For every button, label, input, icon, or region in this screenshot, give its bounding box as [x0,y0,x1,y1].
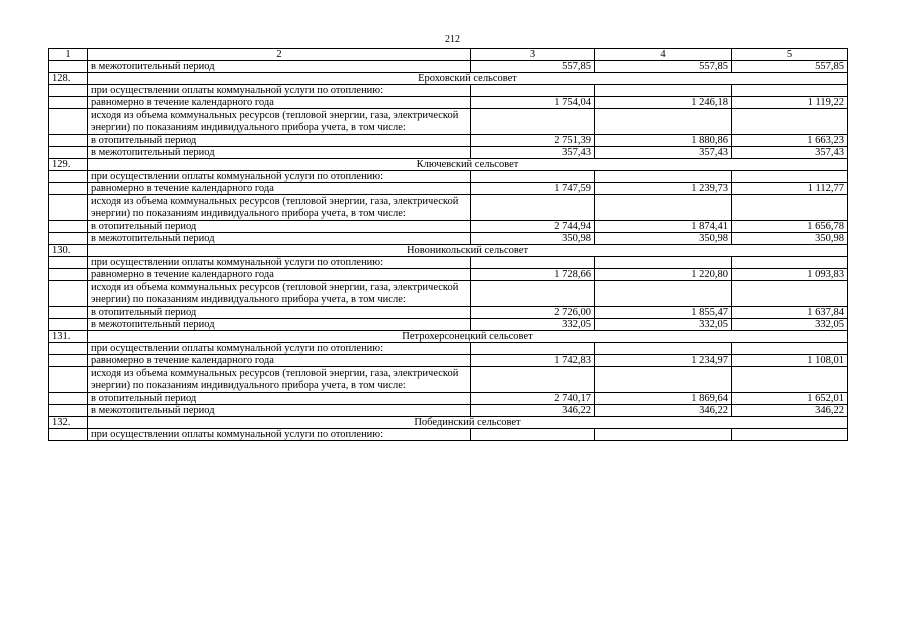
row-number-cell [49,147,88,159]
header-col-5: 5 [732,49,848,61]
value-col-4 [595,257,732,269]
row-number-cell [49,269,88,281]
section-name: Новоникольский сельсовет [88,245,848,257]
section-number: 132. [49,417,88,429]
value-col-4 [595,171,732,183]
value-col-4: 1 220,80 [595,269,732,281]
value-col-3 [471,171,595,183]
value-col-3: 2 751,39 [471,135,595,147]
section-number: 128. [49,73,88,85]
table-row [49,281,848,307]
value-col-3: 1 747,59 [471,183,595,195]
row-number-cell [49,367,88,393]
section-row [49,417,848,429]
value-col-3: 1 728,66 [471,269,595,281]
section-name: Петрохерсонецкий сельсовет [88,331,848,343]
value-col-5: 1 637,84 [732,307,848,319]
row-label: в межотопительный период [88,147,471,159]
row-label: в отопительный период [88,221,471,233]
value-col-5: 1 656,78 [732,221,848,233]
value-col-4: 557,85 [595,61,732,73]
value-col-3 [471,343,595,355]
row-number-cell [49,97,88,109]
value-col-5: 350,98 [732,233,848,245]
header-row [49,49,848,61]
section-name: Ключевский сельсовет [88,159,848,171]
value-col-5: 557,85 [732,61,848,73]
table-body [49,49,848,441]
table-row [49,109,848,135]
section-row [49,159,848,171]
value-col-3: 2 726,00 [471,307,595,319]
value-col-5: 1 663,23 [732,135,848,147]
header-col-2: 2 [88,49,471,61]
value-col-4: 1 880,86 [595,135,732,147]
value-col-5: 357,43 [732,147,848,159]
section-row [49,73,848,85]
header-col-3: 3 [471,49,595,61]
table-row [49,171,848,183]
row-label: при осуществлении оплаты коммунальной услуги по отоплению: [88,343,471,355]
value-col-4 [595,195,732,221]
value-col-3: 332,05 [471,319,595,331]
row-number-cell [49,221,88,233]
value-col-4 [595,343,732,355]
value-col-5 [732,429,848,441]
table-row [49,233,848,245]
value-col-3 [471,85,595,97]
value-col-4 [595,367,732,393]
row-number-cell [49,135,88,147]
table-row [49,97,848,109]
row-label: в межотопительный период [88,233,471,245]
table-row [49,355,848,367]
value-col-3: 350,98 [471,233,595,245]
row-label: исходя из объема коммунальных ресурсов (тепловой энергии, газа, электрической энергии) по показаниям индивидуального прибора учета, в том числе: [88,281,471,307]
value-col-3: 557,85 [471,61,595,73]
section-name: Ероховский сельсовет [88,73,848,85]
value-col-5 [732,85,848,97]
row-number-cell [49,281,88,307]
table-row [49,85,848,97]
value-col-3: 2 744,94 [471,221,595,233]
row-number-cell [49,405,88,417]
value-col-4: 1 234,97 [595,355,732,367]
value-col-3 [471,109,595,135]
row-number-cell [49,195,88,221]
row-number-cell [49,183,88,195]
table-row [49,343,848,355]
value-col-5: 1 652,01 [732,393,848,405]
value-col-3 [471,281,595,307]
value-col-5 [732,195,848,221]
value-col-5 [732,281,848,307]
value-col-5 [732,343,848,355]
value-col-5: 1 119,22 [732,97,848,109]
table-row [49,257,848,269]
table-row [49,147,848,159]
row-label: исходя из объема коммунальных ресурсов (тепловой энергии, газа, электрической энергии) по показаниям индивидуального прибора учета, в том числе: [88,195,471,221]
row-number-cell [49,343,88,355]
table-row [49,183,848,195]
table-row [49,221,848,233]
header-col-1: 1 [49,49,88,61]
value-col-4 [595,281,732,307]
page-number: 212 [445,34,460,45]
value-col-3 [471,367,595,393]
section-row [49,245,848,257]
tariff-table [48,48,848,441]
row-label: при осуществлении оплаты коммунальной услуги по отоплению: [88,257,471,269]
row-number-cell [49,429,88,441]
value-col-4: 1 246,18 [595,97,732,109]
value-col-4 [595,429,732,441]
table-row [49,61,848,73]
value-col-3: 2 740,17 [471,393,595,405]
row-label: при осуществлении оплаты коммунальной услуги по отоплению: [88,429,471,441]
value-col-4 [595,85,732,97]
value-col-5: 1 093,83 [732,269,848,281]
table-row [49,393,848,405]
header-col-4: 4 [595,49,732,61]
row-number-cell [49,355,88,367]
row-label: при осуществлении оплаты коммунальной услуги по отоплению: [88,85,471,97]
value-col-4: 350,98 [595,233,732,245]
value-col-5 [732,367,848,393]
row-label: в отопительный период [88,307,471,319]
row-number-cell [49,257,88,269]
value-col-4 [595,109,732,135]
section-number: 131. [49,331,88,343]
table-row [49,195,848,221]
section-name: Побединский сельсовет [88,417,848,429]
row-label: в межотопительный период [88,319,471,331]
value-col-5: 1 108,01 [732,355,848,367]
value-col-3: 1 742,83 [471,355,595,367]
value-col-3: 1 754,04 [471,97,595,109]
section-number: 129. [49,159,88,171]
value-col-5: 332,05 [732,319,848,331]
row-number-cell [49,307,88,319]
table-row [49,135,848,147]
value-col-4: 1 239,73 [595,183,732,195]
value-col-5: 1 112,77 [732,183,848,195]
value-col-5 [732,109,848,135]
value-col-4: 1 874,41 [595,221,732,233]
value-col-3 [471,195,595,221]
row-label: при осуществлении оплаты коммунальной услуги по отоплению: [88,171,471,183]
row-number-cell [49,233,88,245]
table-row [49,405,848,417]
row-label: в межотопительный период [88,405,471,417]
row-label: равномерно в течение календарного года [88,355,471,367]
value-col-4: 1 855,47 [595,307,732,319]
section-number: 130. [49,245,88,257]
row-label: равномерно в течение календарного года [88,97,471,109]
value-col-3 [471,429,595,441]
value-col-3 [471,257,595,269]
row-number-cell [49,319,88,331]
table-row [49,269,848,281]
row-number-cell [49,171,88,183]
table-row [49,319,848,331]
table-row [49,429,848,441]
value-col-5 [732,171,848,183]
value-col-4: 357,43 [595,147,732,159]
table-row [49,367,848,393]
row-number-cell [49,61,88,73]
table-row [49,307,848,319]
row-label: равномерно в течение календарного года [88,183,471,195]
row-label: исходя из объема коммунальных ресурсов (тепловой энергии, газа, электрической энергии) по показаниям индивидуального прибора учета, в том числе: [88,367,471,393]
row-label: в межотопительный период [88,61,471,73]
row-label: в отопительный период [88,393,471,405]
value-col-3: 357,43 [471,147,595,159]
value-col-4: 346,22 [595,405,732,417]
row-label: равномерно в течение календарного года [88,269,471,281]
value-col-5 [732,257,848,269]
row-label: в отопительный период [88,135,471,147]
row-number-cell [49,85,88,97]
section-row [49,331,848,343]
value-col-3: 346,22 [471,405,595,417]
row-label: исходя из объема коммунальных ресурсов (тепловой энергии, газа, электрической энергии) по показаниям индивидуального прибора учета, в том числе: [88,109,471,135]
row-number-cell [49,109,88,135]
value-col-5: 346,22 [732,405,848,417]
value-col-4: 1 869,64 [595,393,732,405]
value-col-4: 332,05 [595,319,732,331]
row-number-cell [49,393,88,405]
